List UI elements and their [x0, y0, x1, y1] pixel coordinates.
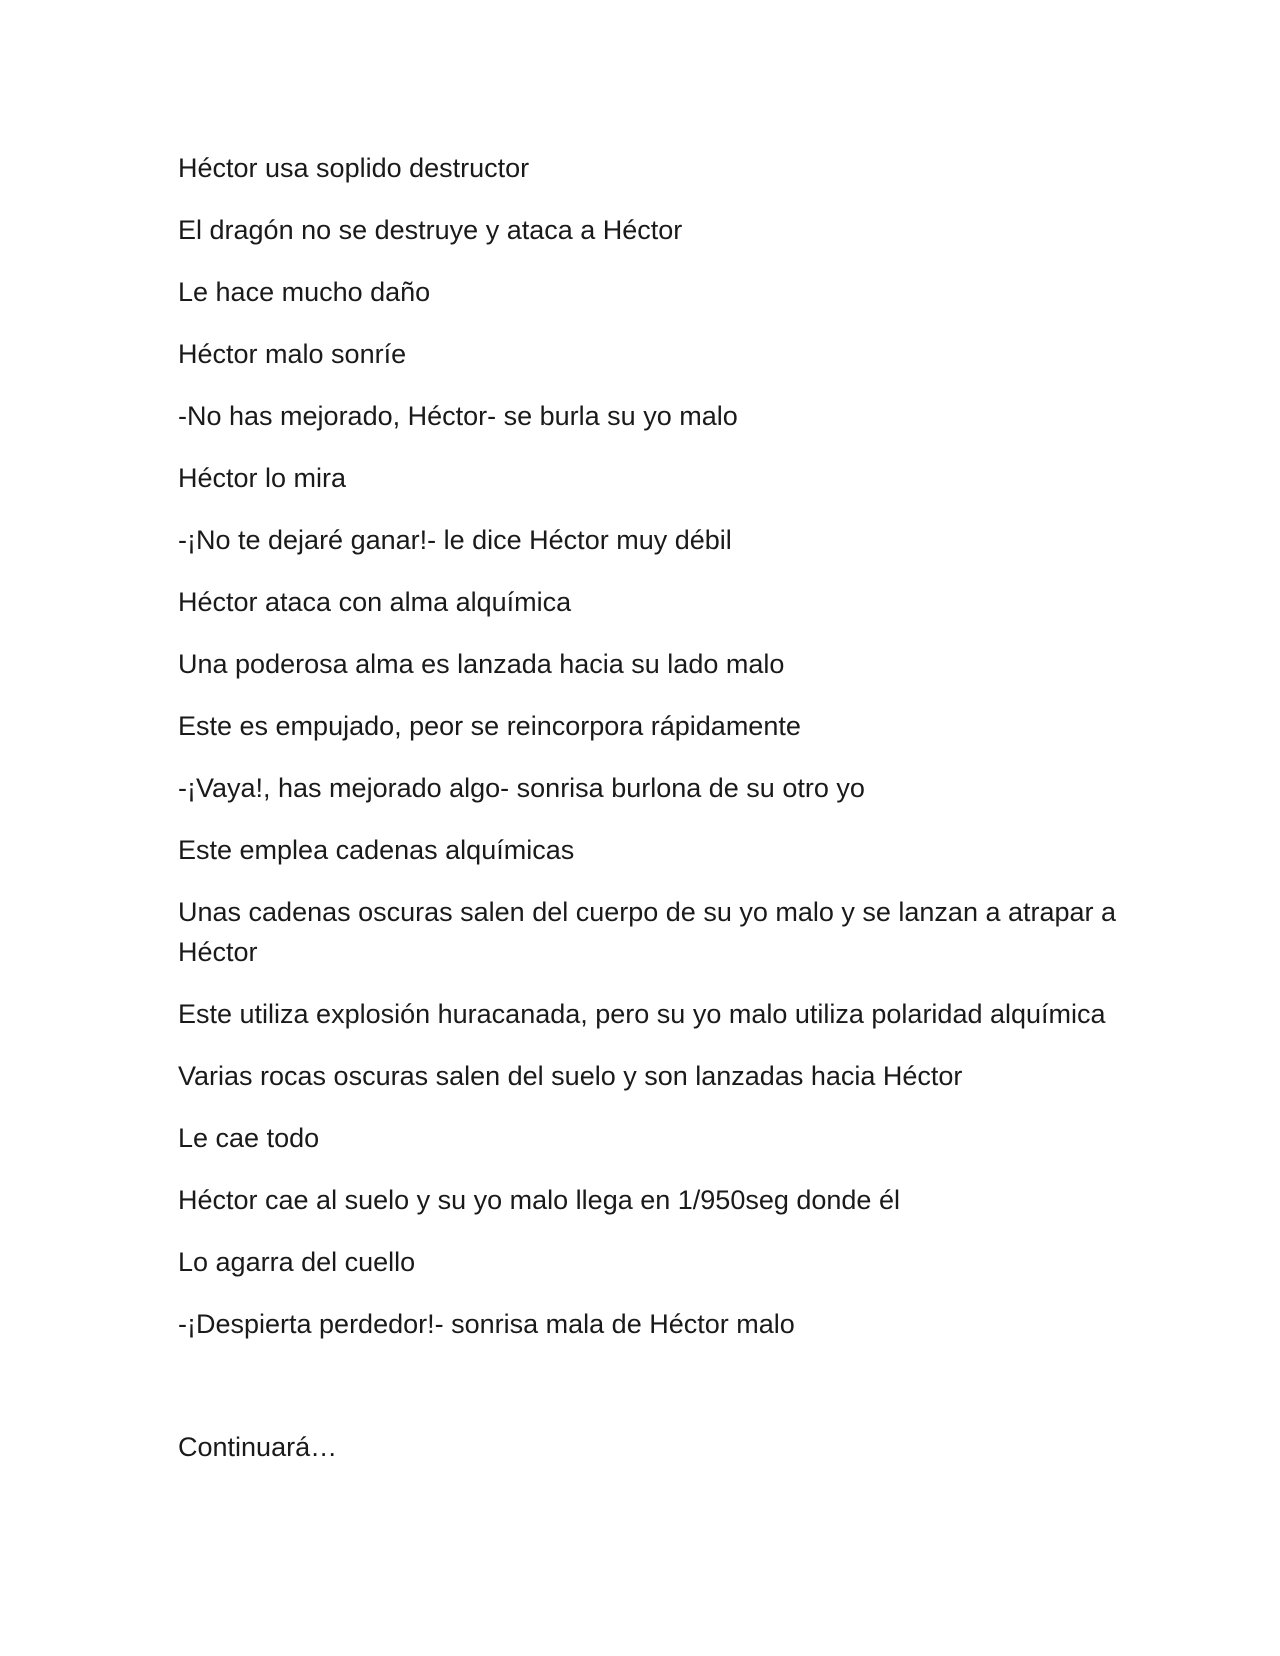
paragraph: -¡Vaya!, has mejorado algo- sonrisa burlona de su otro yo: [178, 773, 865, 803]
paragraph: Este emplea cadenas alquímicas: [178, 835, 575, 865]
paragraph: Una poderosa alma es lanzada hacia su lado malo: [178, 649, 785, 679]
paragraph: Héctor ataca con alma alquímica: [178, 587, 572, 617]
document-body: [178, 148, 1118, 1489]
closing-line: Continuará…: [178, 1432, 338, 1462]
paragraph: Le cae todo: [178, 1123, 320, 1153]
paragraph: Este es empujado, peor se reincorpora rápidamente: [178, 711, 801, 741]
paragraph: Héctor usa soplido destructor: [178, 153, 530, 183]
paragraph: Héctor lo mira: [178, 463, 347, 493]
paragraph: -¡Despierta perdedor!- sonrisa mala de Héctor malo: [178, 1309, 795, 1339]
paragraph: El dragón no se destruye y ataca a Héctor: [178, 215, 683, 245]
paragraph: Lo agarra del cuello: [178, 1247, 416, 1277]
paragraph: -No has mejorado, Héctor- se burla su yo malo: [178, 401, 738, 431]
paragraph: Unas cadenas oscuras salen del cuerpo de su yo malo y se lanzan a atrapar a Héctor: [178, 897, 1117, 967]
paragraph: Varias rocas oscuras salen del suelo y son lanzadas hacia Héctor: [178, 1061, 963, 1091]
paragraph: -¡No te dejaré ganar!- le dice Héctor muy débil: [178, 525, 732, 555]
paragraph: Este utiliza explosión huracanada, pero su yo malo utiliza polaridad alquímica: [178, 999, 1106, 1029]
paragraph: Héctor cae al suelo y su yo malo llega en 1/950seg donde él: [178, 1185, 900, 1215]
paragraph: Le hace mucho daño: [178, 277, 431, 307]
paragraph: Héctor malo sonríe: [178, 339, 407, 369]
